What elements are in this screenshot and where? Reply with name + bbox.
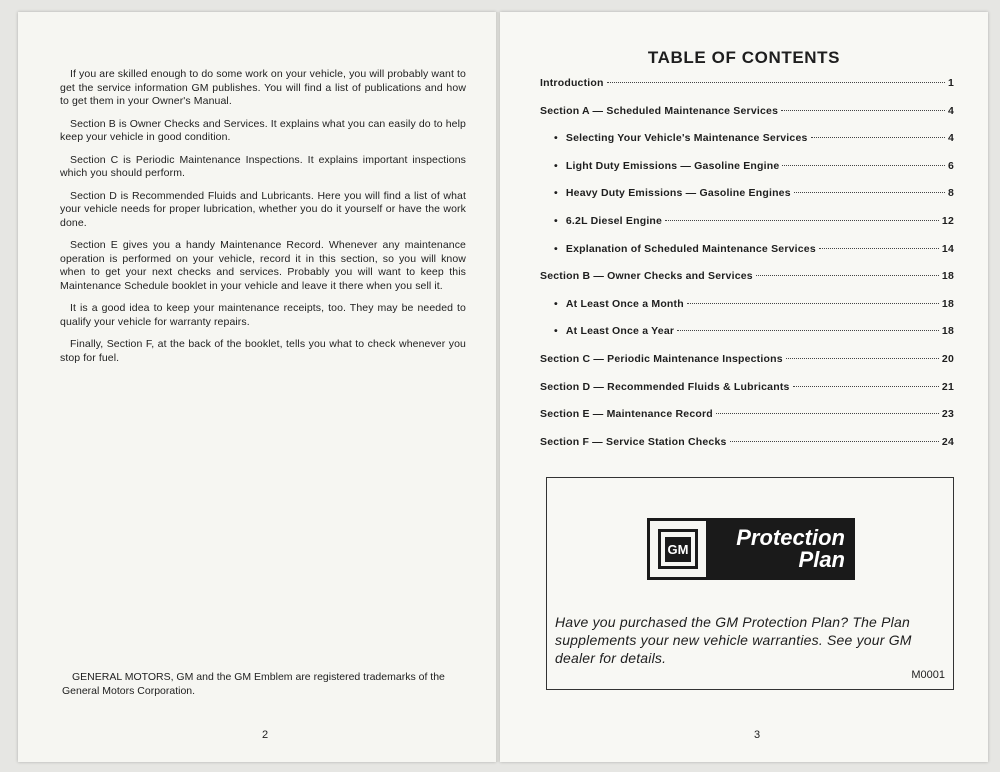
toc-label: Explanation of Scheduled Maintenance Services (565, 242, 816, 255)
toc-page-number: 24 (941, 435, 954, 448)
toc-entry (540, 353, 954, 381)
logo-line-1: Protection (736, 525, 845, 550)
dot-leader (781, 110, 945, 111)
toc-entry (540, 132, 954, 160)
toc-entry (540, 298, 954, 326)
dot-leader (665, 220, 939, 221)
toc-label: Section F — Service Station Checks (540, 435, 727, 448)
dot-leader (716, 413, 939, 414)
dot-leader (782, 165, 945, 166)
toc-label: Section E — Maintenance Record (540, 408, 713, 421)
bullet-icon: • (554, 187, 558, 200)
toc-entry (540, 215, 954, 243)
bullet-icon: • (554, 297, 558, 310)
logo-wordmark (706, 527, 855, 571)
paragraph: If you are skilled enough to do some work on your vehicle, you will probably want to get the service information GM publishes. You will find a list of publications and how to get them in your Owner's Manual. (60, 68, 466, 107)
toc-page-number: 18 (941, 325, 954, 338)
toc-label: Section B — Owner Checks and Services (540, 270, 753, 283)
table-of-contents (540, 77, 954, 463)
toc-entry (540, 270, 954, 298)
toc-title: TABLE OF CONTENTS (647, 48, 841, 67)
dot-leader (786, 358, 939, 359)
gm-emblem (650, 521, 706, 577)
toc-entry (540, 325, 954, 353)
toc-entry (540, 408, 954, 436)
dot-leader (687, 303, 939, 304)
toc-page-number: 4 (947, 104, 954, 117)
paragraph: Section E gives you a handy Maintenance Record. Whenever any maintenance operation is performed on your vehicle, record it in this section, so you will know when to get your next checks and services. Probably you will want to keep this Maintenance Schedule booklet in your vehicle and leave it there when you sell it. (60, 239, 466, 292)
page-number-left: 2 (262, 729, 269, 741)
page-number-right: 3 (754, 729, 761, 741)
toc-label: Selecting Your Vehicle's Maintenance Services (565, 132, 808, 145)
toc-entry (540, 160, 954, 188)
toc-page-number: 4 (947, 132, 954, 145)
bullet-icon: • (554, 325, 558, 338)
protection-plan-box (546, 477, 954, 690)
toc-page-number: 6 (947, 159, 954, 172)
dot-leader (677, 330, 939, 331)
dot-leader (793, 386, 939, 387)
paragraph: Finally, Section F, at the back of the booklet, tells you what to check whenever you stop for fuel. (60, 338, 466, 364)
toc-page-number: 21 (941, 380, 954, 393)
toc-page-number: 8 (947, 187, 954, 200)
toc-page-number: 23 (941, 408, 954, 421)
toc-page-number: 12 (941, 214, 954, 227)
trademark-notice: GENERAL MOTORS, GM and the GM Emblem are registered trademarks of the General Motors Corporation. (62, 671, 445, 697)
toc-entry (540, 187, 954, 215)
logo-line-2: Plan (798, 547, 845, 572)
bullet-icon: • (554, 214, 558, 227)
dot-leader (756, 275, 939, 276)
toc-label: At Least Once a Year (565, 325, 675, 338)
form-code: M0001 (911, 669, 945, 681)
toc-page-number: 18 (941, 270, 954, 283)
dot-leader (730, 441, 939, 442)
toc-page-number: 14 (941, 242, 954, 255)
toc-label: Section A — Scheduled Maintenance Services (540, 104, 779, 117)
toc-label: Section C — Periodic Maintenance Inspections (540, 352, 783, 365)
dot-leader (811, 137, 945, 138)
bullet-icon: • (554, 159, 558, 172)
paragraph: It is a good idea to keep your maintenance receipts, too. They may be needed to qualify your vehicle for warranty repairs. (60, 302, 466, 328)
protection-plan-logo (647, 518, 855, 580)
bullet-icon: • (554, 132, 558, 145)
right-page (500, 12, 988, 762)
toc-page-number: 20 (941, 352, 954, 365)
dot-leader (794, 192, 945, 193)
bullet-icon: • (554, 242, 558, 255)
paragraph: Section D is Recommended Fluids and Lubricants. Here you will find a list of what your vehicle needs for proper lubrication, whether you do it yourself or have the work done. (60, 189, 466, 229)
toc-entry (540, 381, 954, 409)
dot-leader (819, 248, 939, 249)
toc-label: Heavy Duty Emissions — Gasoline Engines (565, 187, 791, 200)
intro-text (60, 68, 466, 374)
paragraph: Section C is Periodic Maintenance Inspections. It explains important inspections which you should perform. (60, 153, 466, 179)
left-page (18, 12, 496, 762)
dot-leader (607, 82, 945, 83)
toc-label: 6.2L Diesel Engine (565, 214, 663, 227)
toc-entry (540, 105, 954, 133)
toc-entry (540, 243, 954, 271)
gm-letters: GM (665, 537, 692, 562)
toc-label: At Least Once a Month (565, 297, 684, 310)
toc-page-number: 1 (947, 77, 954, 89)
toc-entry (540, 436, 954, 464)
toc-label: Light Duty Emissions — Gasoline Engine (565, 159, 780, 172)
toc-entry (540, 77, 954, 105)
toc-label: Section D — Recommended Fluids & Lubricants (540, 380, 790, 393)
toc-page-number: 18 (941, 297, 954, 310)
promo-text: Have you purchased the GM Protection Plan? The Plan supplements your new vehicle warranties. See your GM dealer for details. (555, 614, 912, 666)
paragraph: Section B is Owner Checks and Services. It explains what you can easily do to help keep your vehicle in good condition. (60, 117, 466, 143)
toc-label: Introduction (540, 77, 604, 89)
